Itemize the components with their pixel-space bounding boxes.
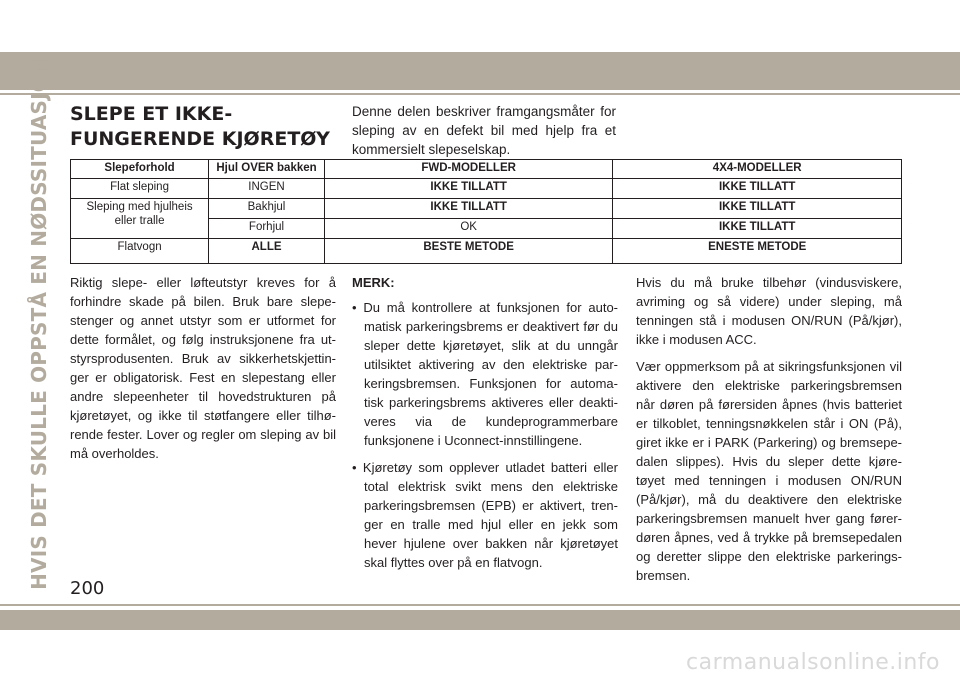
body-paragraph: Vær oppmerksom på at sikringsfunksjonen vil aktivere den elektriske parkeringsbremsen når døren på førersiden åpnes (hvis batteriet er tilkoblet, tenningsnøkkelen står i ON (På), giret ikke er i PARK (Parkering) og bremsepe-dalen slippes). Hvis du sleper dette kjøre-tøyet med tenningen i modusen ON/RUN (På/kjør), må du deaktivere den elektriske parkeringsbremsen manuelt hver gang fører-døren åpnes, ved å trykke på bremsepedalen og deretter slippe den elektriske parkerings-bremsen. [636, 359, 902, 583]
table-header: 4X4-MODELLER [613, 160, 902, 179]
table-row [71, 199, 902, 219]
body-paragraph: Hvis du må bruke tilbehør (vindusviskere, avriming og så videre) under sleping, må tenningen stå i modusen ON/RUN (På/kjør), ikke i modusen ACC. [636, 275, 902, 347]
table-cell: Forhjul [209, 219, 325, 239]
table-cell: ALLE [209, 239, 325, 264]
section-side-title [24, 58, 54, 590]
table-header: Hjul OVER bakken [209, 160, 325, 179]
table-cell: ENESTE METODE [613, 239, 902, 264]
text-column-3 [636, 273, 902, 593]
towing-table [70, 159, 902, 264]
table-cell: IKKE TILLATT [613, 219, 902, 239]
footer-rule [0, 604, 960, 606]
table-cell: IKKE TILLATT [324, 179, 613, 199]
table-cell: Sleping med hjulheis eller tralle [71, 199, 209, 239]
header-band [0, 52, 960, 90]
table-cell: BESTE METODE [324, 239, 613, 264]
table-cell: IKKE TILLATT [613, 179, 902, 199]
text-column-2 [352, 273, 618, 580]
note-label: MERK: [352, 275, 395, 290]
page-number: 200 [70, 578, 105, 599]
table-cell: INGEN [209, 179, 325, 199]
watermark: carmanualsonline.info [686, 650, 940, 675]
text-column-1 [70, 273, 336, 471]
note-bullet: • Du må kontrollere at funksjonen for auto-matisk parkeringsbrems er deaktivert før du sleper dette kjøretøyet, slik at du unngår utilsiktet aktivering av den elektriske par-keringsbremsen. Funksjonen for automa-tisk parkeringsbrems aktiveres eller deakti-veres via de kundeprogrammerbare funksjonene i Uconnect-innstillingene. [352, 300, 618, 448]
table-header: FWD-MODELLER [324, 160, 613, 179]
table-row [71, 239, 902, 264]
body-paragraph: Riktig slepe- eller løfteutstyr kreves for å forhindre skade på bilen. Bruk bare slepe-stenger og annet utstyr som er utformet for dette formålet, og følg instruksjonene fra ut-styrsprodusenten. Bruk av sikkerhetskjettin-ger er obligatorisk. Fest en slepestang eller andre slepeenheter til hovedstrukturen på kjøretøyet, og ikke til støtfangere eller tilhø-rende fester. Lover og regler om sleping av bil må overholdes. [70, 275, 336, 461]
note-bullet: • Kjøretøy som opplever utladet batteri eller total elektrisk svikt mens den elektriske parkeringsbremsen (EPB) er aktivert, tren-ger en tralle med hjul eller en jekk som hever hjulene over bakken når kjøretøyet skal flyttes over på en flatvogn. [352, 460, 618, 570]
table-cell: Flatvogn [71, 239, 209, 264]
top-margin [0, 0, 960, 50]
table-cell: IKKE TILLATT [324, 199, 613, 219]
table-cell: Bakhjul [209, 199, 325, 219]
intro-paragraph: Denne delen beskriver framgangsmåter for sleping av en defekt bil med hjelp fra et kommersielt slepeselskap. [352, 104, 616, 157]
table-cell: IKKE TILLATT [613, 199, 902, 219]
table-cell: OK [324, 219, 613, 239]
table-row [71, 179, 902, 199]
footer-band [0, 610, 960, 630]
table-cell: Flat sleping [71, 179, 209, 199]
table-header-row [71, 160, 902, 179]
table-header: Slepeforhold [71, 160, 209, 179]
side-title-text: HVIS DET SKULLE OPPSTÅ EN NØDSSITUASJON [27, 58, 52, 590]
header-rule [0, 93, 960, 95]
page-heading: SLEPE ET IKKE-FUNGERENDE KJØRETØY [70, 103, 330, 150]
